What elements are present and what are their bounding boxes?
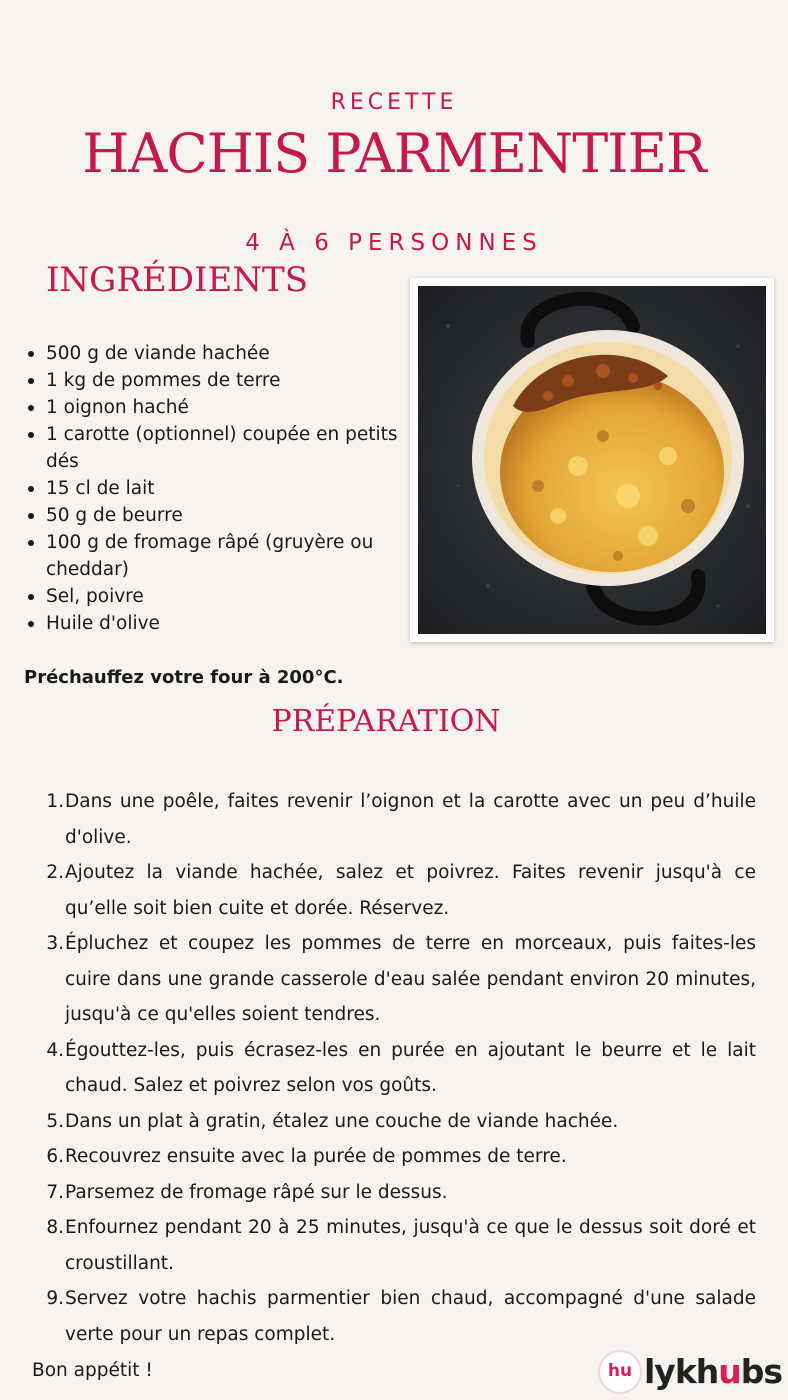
step-number: 6. (46, 1146, 64, 1167)
ingredients-heading: INGRÉDIENTS (46, 260, 308, 300)
step-number: 8. (46, 1217, 64, 1238)
hachis-parmentier-dish-photo (418, 286, 766, 634)
step-number: 9. (46, 1288, 64, 1309)
step-item (24, 784, 756, 855)
step-item (24, 1281, 756, 1352)
ingredient-item: 15 cl de lait (22, 475, 414, 502)
step-item (24, 1104, 756, 1140)
step-item (24, 855, 756, 926)
preparation-heading: PRÉPARATION (271, 704, 501, 739)
step-text: Recouvrez ensuite avec la purée de pommes de terre. (65, 1146, 567, 1167)
step-number: 2. (46, 862, 64, 883)
step-number: 5. (46, 1110, 64, 1132)
ingredient-item: 1 kg de pommes de terre (22, 367, 414, 394)
page-title: HACHIS PARMENTIER (82, 122, 706, 185)
ingredient-item: 100 g de fromage râpé (gruyère ou cheddar) (22, 529, 414, 583)
ingredient-item: 500 g de viande hachée (22, 340, 414, 367)
ingredient-item: 1 oignon haché (22, 394, 414, 421)
step-number: 1. (46, 791, 64, 812)
step-item (24, 1175, 756, 1211)
brand-logo (600, 1352, 783, 1396)
closing-text: Bon appétit ! (32, 1360, 153, 1381)
step-number: 7. (46, 1181, 64, 1203)
brand-logo-text: lykhubs (644, 1352, 783, 1391)
step-number: 3. (46, 933, 64, 954)
step-item (24, 1139, 756, 1175)
step-text: Épluchez et coupez les pommes de terre en morceaux, puis faites-les cuire dans une grande casserole d'eau salée pendant environ 20 minutes, jusqu'à ce qu'elles soient tendres. (65, 933, 756, 1025)
step-text: Servez votre hachis parmentier bien chaud, accompagné d'une salade verte pour un repas complet. (65, 1288, 756, 1345)
step-number: 4. (46, 1039, 64, 1061)
step-item (24, 1210, 756, 1281)
step-item (24, 1033, 756, 1104)
ingredients-list (22, 340, 414, 637)
step-text: Dans une poêle, faites revenir l’oignon et la carotte avec un peu d’huile d'olive. (65, 791, 756, 848)
ingredient-item: Sel, poivre (22, 583, 414, 610)
ingredient-item: 1 carotte (optionnel) coupée en petits dés (22, 421, 414, 475)
step-text: Égouttez-les, puis écrasez-les en purée en ajoutant le beurre et le lait chaud. Salez et poivrez selon vos goûts. (65, 1039, 756, 1096)
recipe-kicker: RECETTE (330, 90, 458, 115)
preparation-steps (24, 784, 756, 1352)
step-text: Ajoutez la viande hachée, salez et poivrez. Faites revenir jusqu'à ce qu’elle soit bien cuite et dorée. Réservez. (65, 862, 756, 919)
preheat-instruction: Préchauffez votre four à 200°C. (24, 667, 344, 688)
step-item (24, 926, 756, 1033)
step-text: Dans un plat à gratin, étalez une couche de viande hachée. (65, 1110, 619, 1132)
brand-logo-mark-icon: hu (600, 1352, 640, 1392)
servings-label: 4 À 6 PERSONNES (245, 230, 543, 256)
ingredient-item: 50 g de beurre (22, 502, 414, 529)
ingredient-item: Huile d'olive (22, 610, 414, 637)
dish-photo (410, 278, 774, 642)
step-text: Parsemez de fromage râpé sur le dessus. (65, 1181, 448, 1203)
step-text: Enfournez pendant 20 à 25 minutes, jusqu'à ce que le dessus soit doré et croustillant. (65, 1217, 756, 1274)
